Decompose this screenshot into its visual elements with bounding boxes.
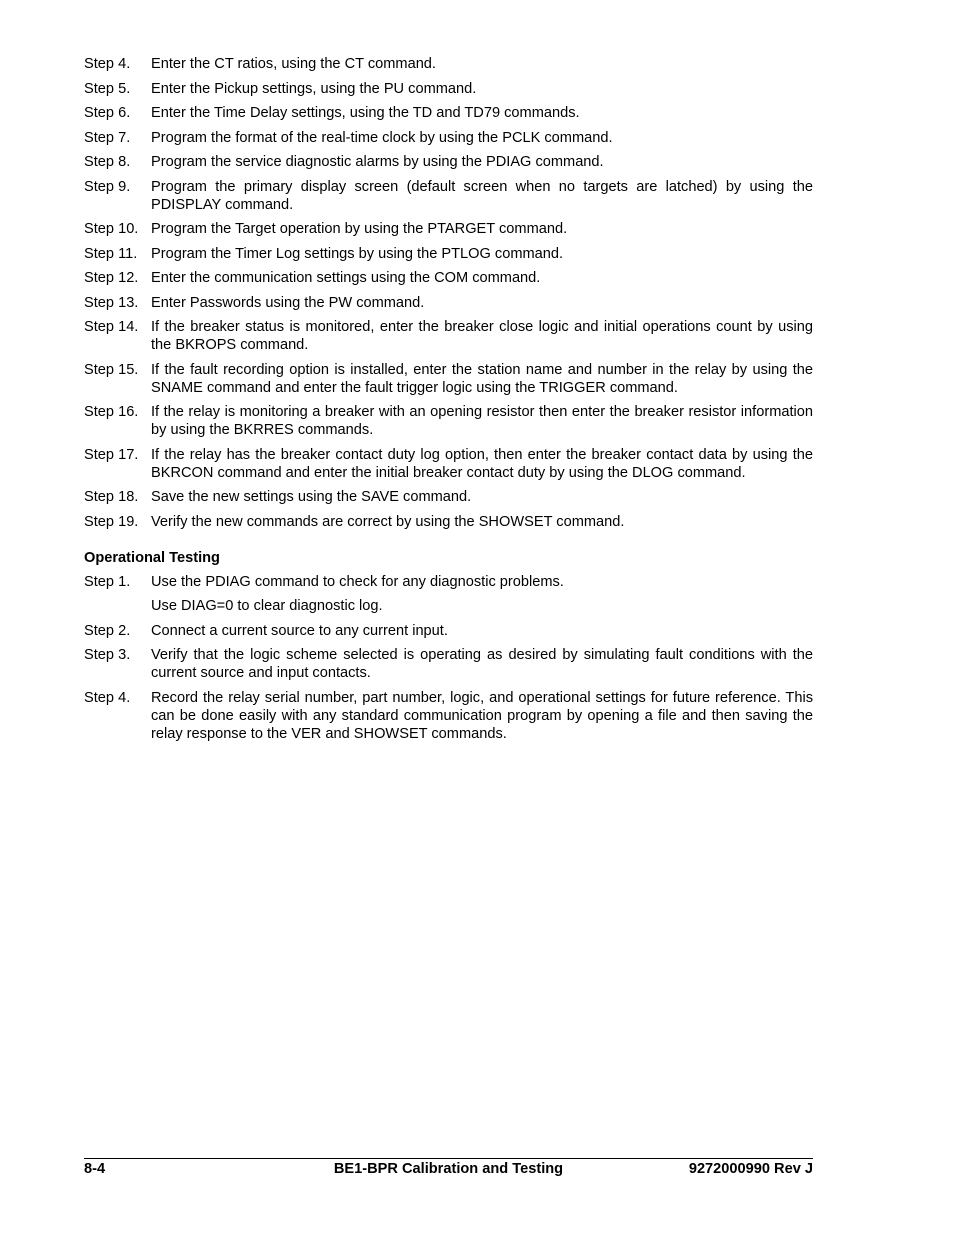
procedure-step xyxy=(84,689,813,743)
step-text: If the breaker status is monitored, enter the breaker close logic and initial operations count by using the BKROPS command. xyxy=(151,319,813,353)
step-text: Enter Passwords using the PW command. xyxy=(151,294,425,311)
operational-testing-steps xyxy=(84,573,813,743)
footer-doc-number: 9272000990 Rev J xyxy=(688,1161,813,1177)
step-note: Use DIAG=0 to clear diagnostic log. xyxy=(151,598,383,614)
procedure-step xyxy=(84,573,813,591)
section-heading-operational-testing: Operational Testing xyxy=(84,549,220,566)
procedure-step xyxy=(84,446,813,482)
footer-title: BE1-BPR Calibration and Testing xyxy=(333,1161,564,1177)
footer-page-number: 8-4 xyxy=(84,1161,106,1177)
procedure-step xyxy=(84,488,813,506)
step-text: Verify that the logic scheme selected is operating as desired by simulating fault conditions with the current source and input contacts. xyxy=(151,647,813,681)
procedure-step xyxy=(84,361,813,397)
step-text: Save the new settings using the SAVE command. xyxy=(151,489,472,505)
step-text: Program the Timer Log settings by using the PTLOG command. xyxy=(151,245,564,262)
page-content xyxy=(84,55,813,749)
step-text: Connect a current source to any current input. xyxy=(151,622,448,639)
step-text: Enter the Time Delay settings, using the TD and TD79 commands. xyxy=(151,105,580,121)
step-label: Step 2. xyxy=(84,622,131,639)
step-label: Step 8. xyxy=(84,154,131,170)
step-text: Record the relay serial number, part number, logic, and operational settings for future reference. This can be done easily with any standard communication program by opening a file and then saving the relay response to the VER and SHOWSET commands. xyxy=(151,689,813,742)
step-text: If the relay has the breaker contact duty log option, then enter the breaker contact data by using the BKRCON command and enter the initial breaker contact duty by using the DLOG command. xyxy=(151,446,813,481)
step-label: Step 7. xyxy=(84,129,131,146)
step-label: Step 1. xyxy=(84,573,131,590)
procedure-step xyxy=(84,80,813,98)
step-label: Step 17. xyxy=(84,446,139,463)
step-label: Step 9. xyxy=(84,178,131,195)
procedure-step xyxy=(84,220,813,238)
procedure-step xyxy=(84,178,813,214)
procedure-step xyxy=(84,403,813,439)
step-label: Step 10. xyxy=(84,221,139,237)
procedure-step xyxy=(84,104,813,122)
step-text: If the relay is monitoring a breaker with an opening resistor then enter the breaker resistor information by using the BKRRES commands. xyxy=(151,404,813,438)
procedure-step xyxy=(84,294,813,312)
step-label: Step 13. xyxy=(84,294,139,311)
step-label: Step 3. xyxy=(84,647,131,663)
procedure-step xyxy=(84,245,813,263)
step-text: Program the service diagnostic alarms by using the PDIAG command. xyxy=(151,154,604,170)
procedure-step xyxy=(84,622,813,640)
step-text: Enter the communication settings using the COM command. xyxy=(151,270,541,286)
step-label: Step 5. xyxy=(84,80,131,97)
step-label: Step 19. xyxy=(84,513,139,530)
step-label: Step 12. xyxy=(84,270,139,286)
step-label: Step 15. xyxy=(84,361,139,378)
step-text: Use the PDIAG command to check for any diagnostic problems. xyxy=(151,573,564,590)
procedure-step xyxy=(84,269,813,287)
footer-divider xyxy=(84,1158,813,1159)
procedure-step xyxy=(84,513,813,531)
procedure-step xyxy=(84,129,813,147)
procedure-steps-list xyxy=(84,55,813,531)
step-label: Step 4. xyxy=(84,56,131,72)
step-label: Step 14. xyxy=(84,319,139,335)
procedure-step xyxy=(84,318,813,354)
procedure-step xyxy=(84,55,813,73)
step-text: Program the primary display screen (default screen when no targets are latched) by using the PDISPLAY command. xyxy=(151,178,813,213)
step-label: Step 11. xyxy=(84,245,138,262)
step-label: Step 4. xyxy=(84,689,131,706)
step-label: Step 18. xyxy=(84,489,139,505)
procedure-step xyxy=(84,646,813,682)
step-label: Step 16. xyxy=(84,404,139,420)
step-text: Enter the Pickup settings, using the PU command. xyxy=(151,80,477,97)
step-text: Enter the CT ratios, using the CT command. xyxy=(151,56,436,72)
procedure-step xyxy=(84,153,813,171)
step-label: Step 6. xyxy=(84,105,131,121)
step-text: If the fault recording option is installed, enter the station name and number in the relay by using the SNAME command and enter the fault trigger logic using the TRIGGER command. xyxy=(151,361,813,396)
step-text: Program the format of the real-time clock by using the PCLK command. xyxy=(151,129,613,146)
step-text: Program the Target operation by using the PTARGET command. xyxy=(151,221,568,237)
step-text: Verify the new commands are correct by using the SHOWSET command. xyxy=(151,513,625,530)
